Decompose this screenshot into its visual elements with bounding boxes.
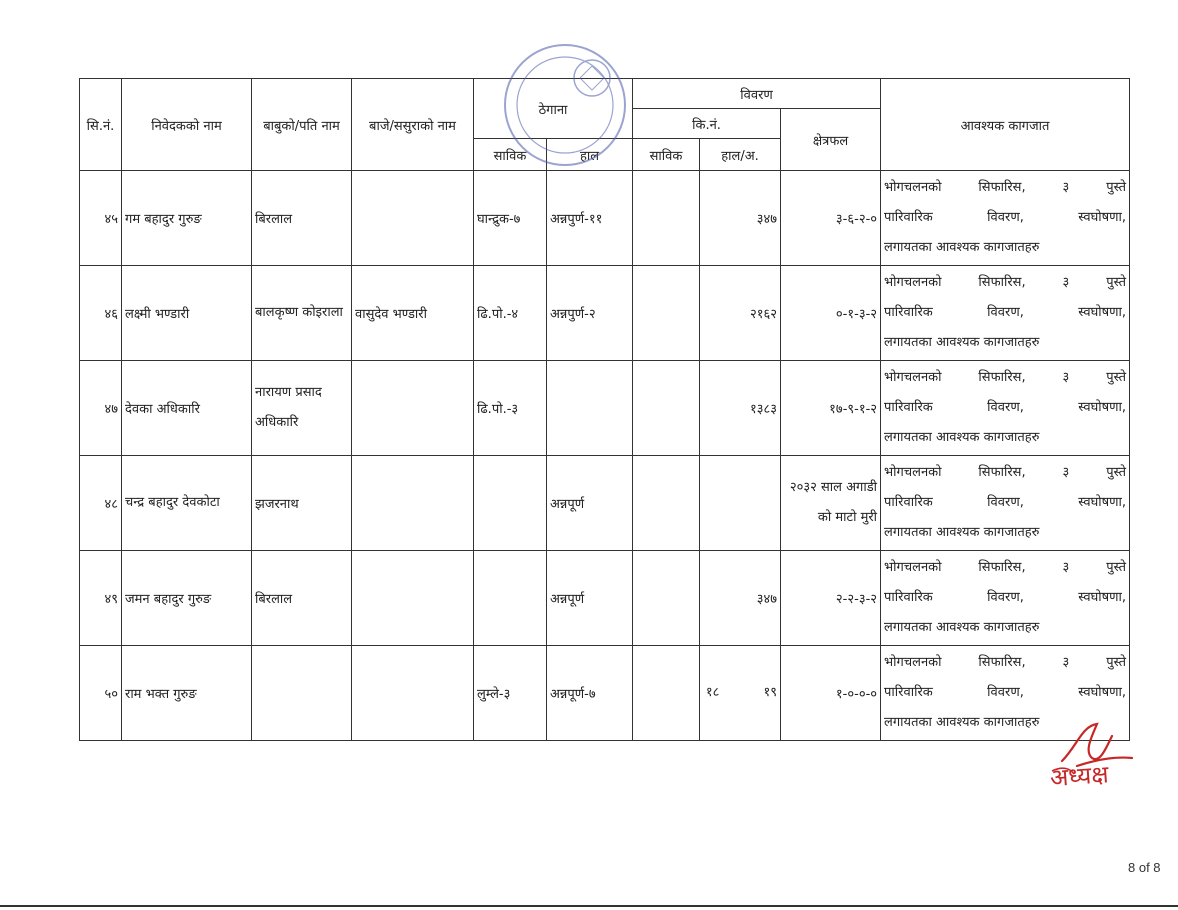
- cell-grandfather: वासुदेव भण्डारी: [352, 266, 474, 361]
- docs-line: पारिवारिक विवरण, स्वघोषणा,: [884, 400, 1127, 415]
- cell-plot-current: ३४७: [700, 171, 781, 266]
- docs-line: भोगचलनको सिफारिस, ३ पुस्ते: [884, 180, 1127, 195]
- cell-plot-current: २१६२: [700, 266, 781, 361]
- cell-serial: ४९: [80, 551, 122, 646]
- cell-documents: [881, 266, 1130, 361]
- cell-address-old: लुम्ले-३: [474, 646, 547, 741]
- cell-applicant: देवका अधिकारि: [122, 361, 252, 456]
- header-address-current: हाल: [547, 139, 633, 171]
- cell-grandfather: [352, 171, 474, 266]
- cell-father: झजरनाथ: [252, 456, 352, 551]
- cell-documents: [881, 456, 1130, 551]
- docs-line: पारिवारिक विवरण, स्वघोषणा,: [884, 210, 1127, 225]
- header-address-old: साविक: [474, 139, 547, 171]
- cell-address-old: घान्द्रुक-७: [474, 171, 547, 266]
- table-row: [80, 646, 1130, 741]
- cell-grandfather: [352, 646, 474, 741]
- cell-plot-current: १३८३: [700, 361, 781, 456]
- header-area: क्षेत्रफल: [781, 109, 881, 171]
- cell-father: बिरलाल: [252, 551, 352, 646]
- table-row: [80, 266, 1130, 361]
- cell-address-current: अन्नपूर्ण: [547, 551, 633, 646]
- docs-line: भोगचलनको सिफारिस, ३ पुस्ते: [884, 465, 1127, 480]
- cell-area: १७-९-१-२: [781, 361, 881, 456]
- table-row: [80, 456, 1130, 551]
- cell-applicant: राम भक्त गुरुङ: [122, 646, 252, 741]
- cell-applicant: गम बहादुर गुरुङ: [122, 171, 252, 266]
- cell-serial: ४६: [80, 266, 122, 361]
- header-applicant: निवेदकको नाम: [122, 79, 252, 171]
- docs-line: भोगचलनको सिफारिस, ३ पुस्ते: [884, 370, 1127, 385]
- page-number: 8 of 8: [1128, 860, 1161, 875]
- page-bottom-rule: [0, 905, 1178, 907]
- table-row: [80, 171, 1130, 266]
- records-table: [79, 78, 1130, 741]
- cell-plot-current: [700, 456, 781, 551]
- cell-address-old: ढि.पो.-३: [474, 361, 547, 456]
- cell-documents: [881, 361, 1130, 456]
- cell-plot-old: [633, 171, 700, 266]
- cell-address-current: [547, 361, 633, 456]
- cell-grandfather: [352, 456, 474, 551]
- table-row: [80, 551, 1130, 646]
- cell-applicant: लक्ष्मी भण्डारी: [122, 266, 252, 361]
- cell-area: २-२-३-२: [781, 551, 881, 646]
- table-row: [80, 361, 1130, 456]
- header-documents: आवश्यक कागजात: [881, 79, 1130, 171]
- header-father: बाबुको/पति नाम: [252, 79, 352, 171]
- cell-area: ३-६-२-०: [781, 171, 881, 266]
- cell-area: १-०-०-०: [781, 646, 881, 741]
- cell-plot-old: [633, 266, 700, 361]
- docs-line: लगायतका आवश्यक कागजातहरु: [884, 430, 1040, 445]
- cell-applicant: जमन बहादुर गुरुङ: [122, 551, 252, 646]
- cell-serial: ५०: [80, 646, 122, 741]
- cell-address-current: अन्नपुर्ण-२: [547, 266, 633, 361]
- cell-serial: ४८: [80, 456, 122, 551]
- cell-grandfather: [352, 361, 474, 456]
- header-plot-old: साविक: [633, 139, 700, 171]
- header-details: विवरण: [633, 79, 881, 109]
- cell-documents: [881, 171, 1130, 266]
- header-plot-current: हाल/अ.: [700, 139, 781, 171]
- cell-address-old: [474, 551, 547, 646]
- docs-line: भोगचलनको सिफारिस, ३ पुस्ते: [884, 560, 1127, 575]
- cell-plot-old: [633, 551, 700, 646]
- cell-father: नारायण प्रसाद अधिकारि: [252, 361, 352, 456]
- cell-grandfather: [352, 551, 474, 646]
- cell-father: बालकृष्ण कोइराला: [252, 266, 352, 361]
- docs-line: लगायतका आवश्यक कागजातहरु: [884, 335, 1040, 350]
- cell-plot-old: [633, 361, 700, 456]
- cell-documents: [881, 551, 1130, 646]
- cell-applicant: चन्द्र बहादुर देवकोटा: [122, 456, 252, 551]
- docs-line: भोगचलनको सिफारिस, ३ पुस्ते: [884, 275, 1127, 290]
- cell-serial: ४५: [80, 171, 122, 266]
- header-plot-no: कि.नं.: [633, 109, 781, 139]
- cell-address-current: अन्नपुर्ण-११: [547, 171, 633, 266]
- docs-line: भोगचलनको सिफारिस, ३ पुस्ते: [884, 655, 1127, 670]
- cell-plot-current: ३४७: [700, 551, 781, 646]
- header-address: ठेगाना: [474, 79, 633, 139]
- cell-documents: [881, 646, 1130, 741]
- table-header: [80, 79, 1130, 171]
- docs-line: पारिवारिक विवरण, स्वघोषणा,: [884, 590, 1127, 605]
- cell-plot-old: [633, 456, 700, 551]
- docs-line: पारिवारिक विवरण, स्वघोषणा,: [884, 495, 1127, 510]
- cell-plot-current: १८ १९: [700, 646, 781, 741]
- header-serial: सि.नं.: [80, 79, 122, 171]
- table-body: [80, 171, 1130, 741]
- cell-father: [252, 646, 352, 741]
- cell-serial: ४७: [80, 361, 122, 456]
- cell-area: २०३२ साल अगाडी को माटो मुरी: [781, 456, 881, 551]
- docs-line: पारिवारिक विवरण, स्वघोषणा,: [884, 685, 1127, 700]
- cell-address-current: अन्नपूर्ण: [547, 456, 633, 551]
- cell-address-current: अन्नपूर्ण-७: [547, 646, 633, 741]
- cell-plot-old: [633, 646, 700, 741]
- cell-area: ०-१-३-२: [781, 266, 881, 361]
- docs-line: लगायतका आवश्यक कागजातहरु: [884, 715, 1040, 730]
- signature-title: अध्यक्ष: [1049, 760, 1110, 793]
- docs-line: पारिवारिक विवरण, स्वघोषणा,: [884, 305, 1127, 320]
- docs-line: लगायतका आवश्यक कागजातहरु: [884, 620, 1040, 635]
- cell-father: बिरलाल: [252, 171, 352, 266]
- cell-address-old: [474, 456, 547, 551]
- docs-line: लगायतका आवश्यक कागजातहरु: [884, 240, 1040, 255]
- cell-address-old: ढि.पो.-४: [474, 266, 547, 361]
- docs-line: लगायतका आवश्यक कागजातहरु: [884, 525, 1040, 540]
- header-grandfather: बाजे/ससुराको नाम: [352, 79, 474, 171]
